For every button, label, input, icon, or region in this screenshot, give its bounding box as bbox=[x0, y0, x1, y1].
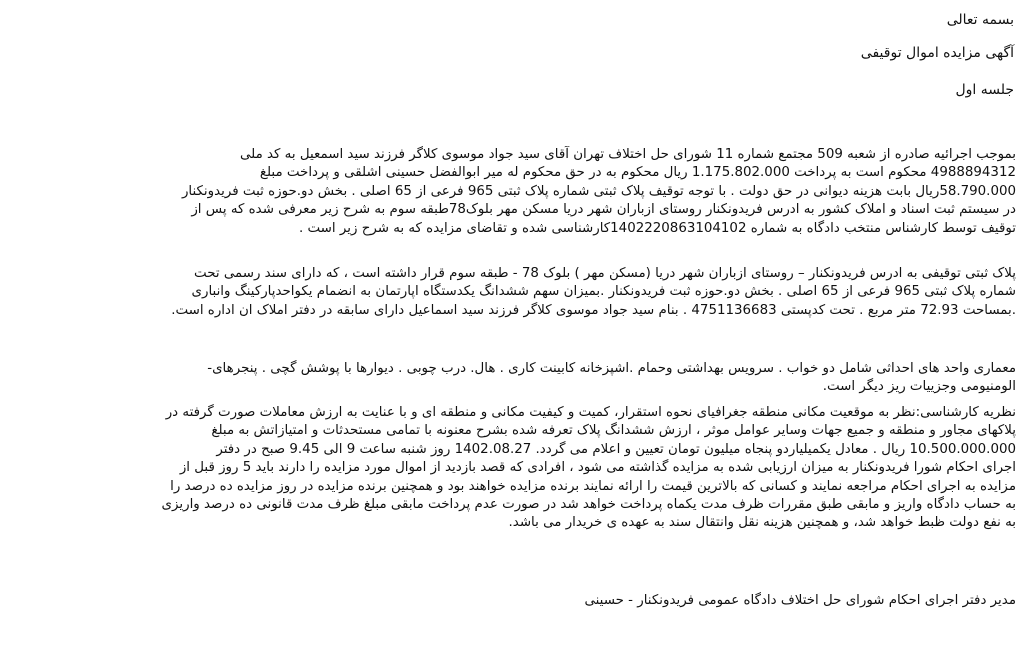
text-line: مزایده به اجرای احکام مراجعه نمایند و کسانی که بالاترین قیمت را ارائه نمایند برنده مزایده خواهند بود و همچنین برنده مزایده در روز مزایده ده درصد را bbox=[170, 478, 1016, 494]
signature-line bbox=[8, 592, 1016, 610]
text-line: به نفع دولت ظبط خواهد شد، و همچنین هزینه نقل وانتقال سند به عهده ی خریدار می باشد. bbox=[508, 515, 1016, 531]
paragraph-property-description bbox=[8, 265, 1016, 320]
text-line: 10.500.000.000 ریال . معادل یکمیلیاردو پنجاه میلیون تومان تعیین و اعلام می گردد. 1402.08.27 روز شنبه ساعت 9 الی 9.45 صبح در دفتر bbox=[216, 441, 1016, 457]
text-line: 4988894312 محکوم است به پرداخت 1.175.802.000 ریال محکوم به در حق محکوم له میر ابوالفضل حسینی اشلقی و پرداخت مبلغ bbox=[259, 165, 1016, 181]
session-label: جلسه اول bbox=[955, 82, 1014, 98]
text-line: الومنیومی وجزییات ریز دیگر است. bbox=[822, 379, 1016, 395]
bismillah-heading: بسمه تعالی bbox=[946, 12, 1014, 28]
text-line: در سیستم ثبت اسناد و املاک کشور به ادرس فریدونکنار روستای ازباران شهر دریا مسکن مهر بلوک78طبقه سوم به شرح زیر معرفی شده که پس از bbox=[191, 202, 1016, 218]
text-line: مدیر دفتر اجرای احکام شورای حل اختلاف دادگاه عمومی فریدونکنار - حسینی bbox=[584, 593, 1016, 608]
text-line: معماری واحد های احداثی شامل دو خواب . سرویس بهداشتی وحمام .اشپزخانه کابینت کاری . هال. درب چوبی . دیوارها با پوشش گچی . پنجرهای- bbox=[207, 361, 1016, 376]
notice-title: آگهی مزایده اموال توقیفی bbox=[860, 45, 1014, 61]
text-line: پلاکهای مجاور و منطقه و جمیع جهات وسایر عوامل موثر ، ارزش ششدانگ پلاک تعرفه شده بشرح معنونه با تمامی مستحدثات و امتیازاتش به مبلغ bbox=[211, 423, 1016, 439]
text-line: اجرای احکام شورا فریدونکنار به میزان ارزیابی شده به مزایده گذاشته می شود ، افرادی که قصد بازدید از اموال مورد مزایده را دارند باید 5 روز قبل از bbox=[179, 460, 1016, 476]
paragraph-architecture bbox=[8, 360, 1016, 397]
text-line: شماره پلاک ثبتی 965 فرعی از 65 اصلی . بخش دو.حوزه ثبت فریدونکنار .بمیزان سهم ششدانگ یکدستگاه اپارتمان به انضمام یکواحدپارکینگ وانباری bbox=[191, 284, 1016, 300]
text-line: پلاک ثبتی توقیفی به ادرس فریدونکنار – روستای ازباران شهر دریا (مسکن مهر ) بلوک 78 - طبقه سوم قرار داشته است ، که دارای سند رسمی تحت bbox=[194, 266, 1016, 281]
text-line: نظریه کارشناسی:نظر به موقعیت مکانی منطقه جغرافیای نحوه استقرار، کمیت و کیفیت مکانی و منطقه ای و با عنایت به ارزش معاملات صورت گرفته در bbox=[165, 405, 1016, 420]
paragraph-expert-opinion bbox=[8, 404, 1016, 533]
paragraph-execution-order bbox=[8, 146, 1016, 238]
text-line: بموجب اجرائیه صادره از شعبه 509 مجتمع شماره 11 شورای حل اختلاف تهران آقای سید جواد موسوی کلاگر فرزند سید اسمعیل به کد ملی bbox=[240, 147, 1016, 162]
text-line: 58.790.000ریال بابت هزینه دیوانی در حق دولت . با توجه توقیف پلاک ثبتی شماره پلاک ثبتی 965 فرعی از 65 اصلی . بخش دو.حوزه ثبت فریدونکنار bbox=[181, 183, 1016, 199]
text-line: .بمساحت 72.93 متر مربع . تحت کدپستی 4751136683 . بنام سید جواد موسوی کلاگر فرزند سید اسماعیل دارای سابقه در دفتر املاک ان اداره است. bbox=[171, 302, 1016, 318]
text-line: به حساب دادگاه واریز و مابقی طبق مقررات ظرف مدت یکماه پرداخت خواهد شد در صورت عدم پرداخت مابقی مبلغ ظرف مدت قانونی ده درصد واریزی bbox=[161, 497, 1016, 513]
text-line: توقیف توسط کارشناس منتخب دادگاه به شماره 1402220863104102کارشناسی شده و تقاضای مزایده که به شرح زیر است . bbox=[299, 220, 1016, 236]
